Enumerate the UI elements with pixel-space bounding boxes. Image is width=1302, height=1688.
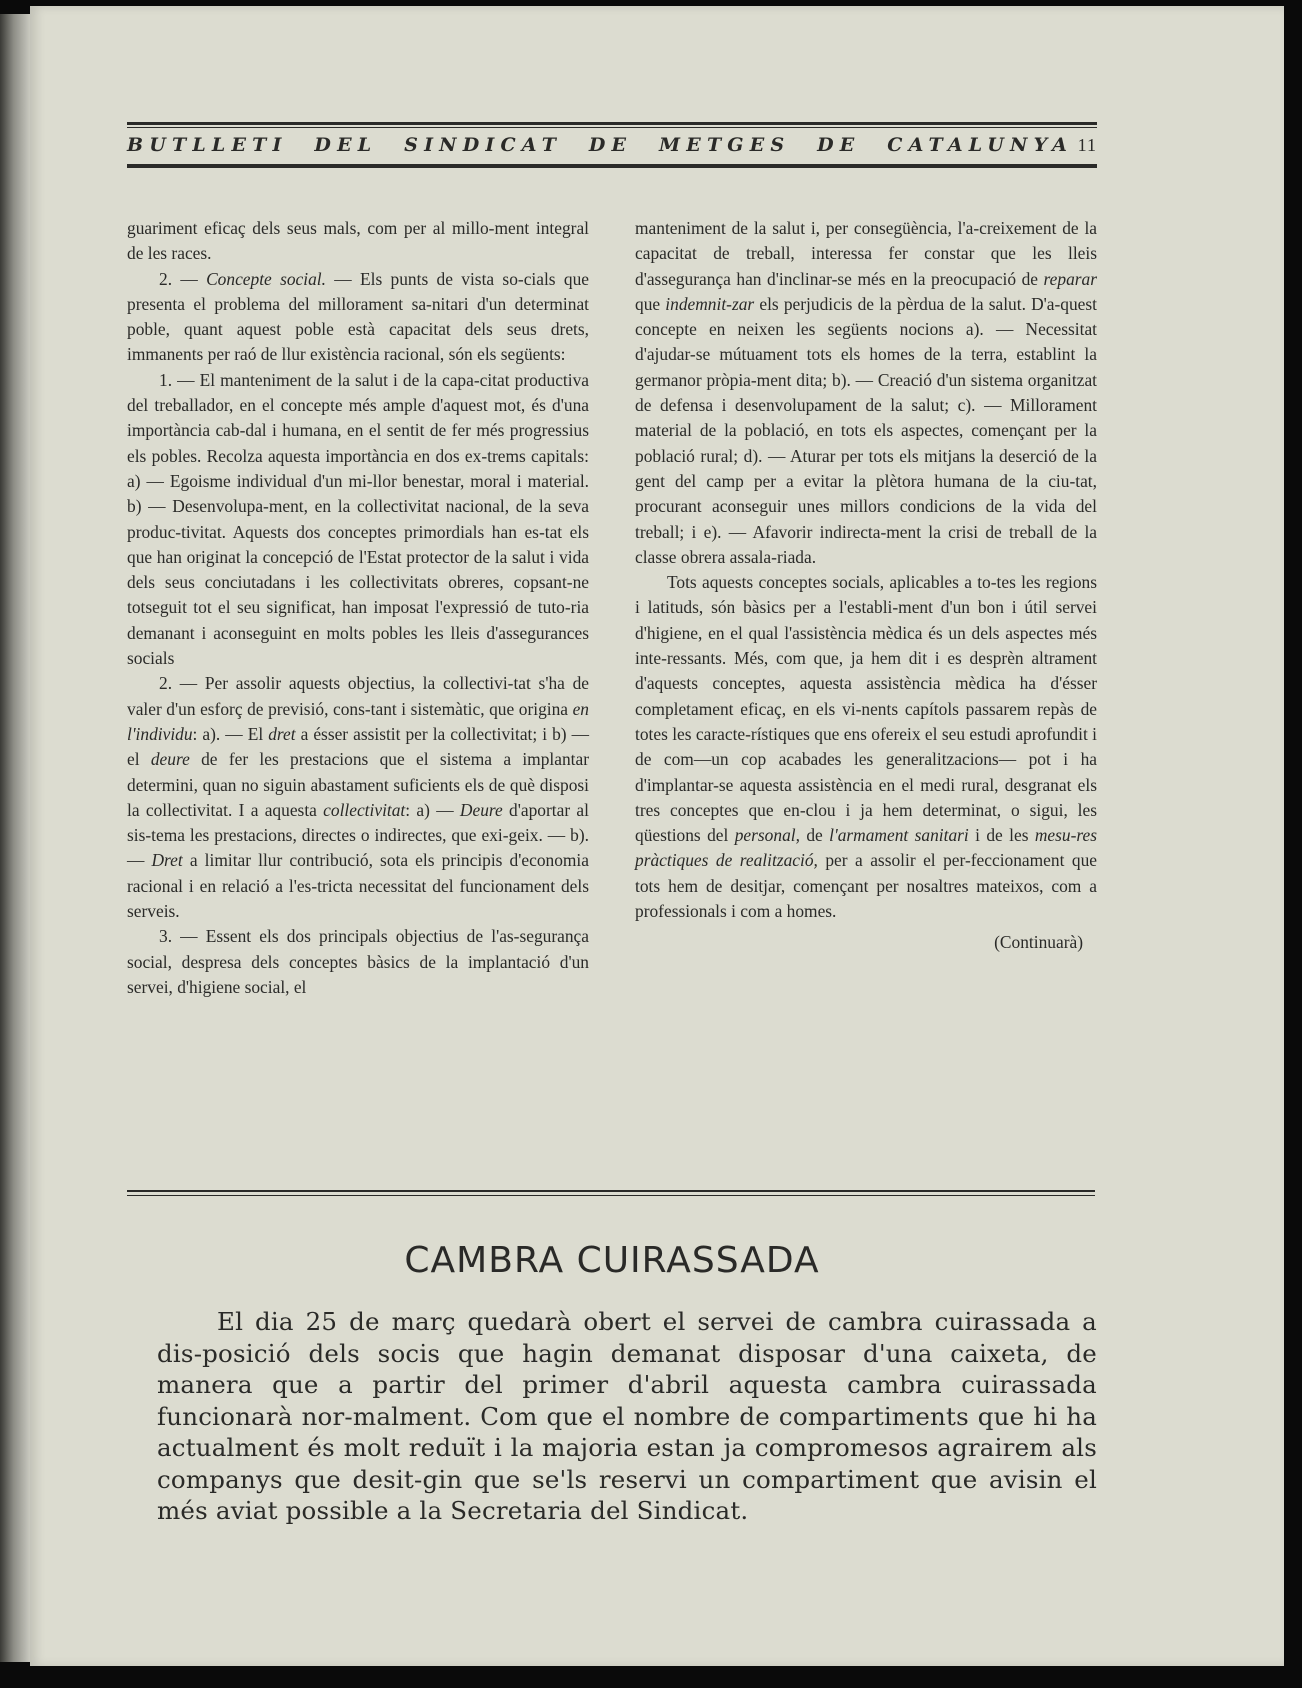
- running-header: [127, 122, 1097, 168]
- italic-term: indemnit-zar: [665, 293, 755, 314]
- header-top-rule: [127, 122, 1097, 125]
- notice-title: CAMBRA CUIRASSADA: [404, 1240, 820, 1281]
- article-paragraph: Tots aquests conceptes socials, aplicables a to-tes les regions i latituds, són bàsics per a l'establi-ment d'un bon i útil servei d'higiene, en el qual l'assistència mèdica és un dels aspectes més inte-ressants. Més, com que, ja hem dit i es desprèn altrament d'aquests conceptes, aquesta assistència mèdica ha d'ésser completament eficaç, en els vi-nents capítols passarem repàs de totes les caracte-rístiques que ens ofereix el seu estudi aprofundit i de com—un cop acabades les generalitzacions— pot i ha d'implantar-se aquesta assistència en el medi rural, desgranat els tres conceptes que en-clou i ja hem determinat, o sigui, les qüestions del personal, de l'armament sanitari i de les mesu-res pràctiques de realització, per a assolir el per-feccionament que tots hem de desitjar, començant per nosaltres mateixos, com a professionals i com a homes.: [635, 572, 1097, 922]
- article-paragraph: guariment eficaç dels seus mals, com per al millo-ment integral de les races.: [127, 218, 589, 264]
- article-columns: [127, 216, 1097, 1000]
- article-paragraph: 2. — Concepte social. — Els punts de vista so-cials que presenta el problema del millorament sa-nitari d'un determinat poble, quant aquest poble està capacitat dels seus drets, immanents per raó de llur existència racional, són els següents:: [127, 268, 589, 365]
- italic-term: en l'individu: [127, 698, 589, 744]
- section-divider: [127, 1190, 1095, 1196]
- notice-body: [157, 1306, 1097, 1527]
- continued-label: (Continuarà): [994, 932, 1083, 953]
- italic-term: mesu-res pràctiques de realització,: [635, 825, 1097, 871]
- italic-term: collectivitat: [323, 799, 406, 820]
- article-paragraph: 2. — Per assolir aquests objectius, la collectivi-tat s'ha de valer d'un esforç de previsió, cons-tant i sistemàtic, que origina en l'individu: a). — El dret a ésser assistit per la collectivitat; i b) — el deure de fer les prestacions que el sistema a implantar determini, quan no siguin abastament suficients els de què disposi la collectivitat. I a aquesta collectivitat: a) — Deure d'aportar al sis-tema les prestacions, directes o indirectes, que exi-geix. — b). — Dret a limitar llur contribució, sota els principis d'economia racional i en relació a l'es-tricta necessitat del funcionament dels serveis.: [127, 673, 589, 922]
- page-number: 11: [1077, 134, 1097, 155]
- italic-term: dret: [268, 723, 296, 744]
- italic-term: Concepte social.: [206, 268, 326, 289]
- article-paragraph: 3. — Essent els dos principals objectius de l'as-segurança social, despresa dels conceptes bàsics de la implantació d'un servei, d'higiene social, el: [127, 926, 589, 997]
- left-column: [127, 216, 589, 1000]
- italic-term: Deure: [459, 799, 503, 820]
- article-paragraph: 1. — El manteniment de la salut i de la capa-citat productiva del treballador, en el concepte més ample d'aquest mot, és d'una importància cab-dal i humana, en el sentit de fer més progressius els pobles. Recolza aquesta importància en dos ex-trems capitals: a) — Egoisme individual d'un mi-llor benestar, moral i material. b) — Desenvolupa-ment, en la collectivitat nacional, de la seva produc-tivitat. Aquests dos conceptes primordials han es-tat els que han originat la concepció de l'Estat protector de la salut i vida dels seus conciutadans i les collectivitats obreres, copsant-ne totseguit tot el seu significat, han imposat l'expressió de tuto-ria demanant i aconseguint en molts pobles les lleis d'assegurances socials: [127, 369, 589, 669]
- right-column: [635, 216, 1097, 1000]
- italic-term: l'armament sanitari: [829, 825, 969, 846]
- journal-title: BUTLLETI DEL SINDICAT DE METGES DE CATALUNYA: [127, 134, 1074, 156]
- italic-term: Dret: [151, 850, 183, 871]
- italic-term: deure: [150, 749, 190, 770]
- article-paragraph: manteniment de la salut i, per consegüència, l'a-creixement de la capacitat de treball, interessa fer constar que les lleis d'assegurança han d'inclinar-se més en la preocupació de reparar que indemnit-zar els perjudicis de la pèrdua de la salut. D'a-quest concepte en neixen les següents nocions a). — Necessitat d'ajudar-se mútuament tots els homes de la terra, establint la germanor pròpia-ment dita; b). — Creació d'un sistema organitzat de defensa i desenvolupament de la salut; c). — Millorament material de la població, en tots els aspectes, començant per la població rural; d). — Aturar per tots els mitjans la deserció de la gent del camp per a evitar la plètora humana de la ciu-tat, procurant aconseguir unes millors condicions de la vida del treball; i e). — Afavorir indirecta-ment la crisi de treball de la classe obrera assala-riada.: [635, 218, 1097, 567]
- italic-term: reparar: [1043, 268, 1097, 289]
- header-bottom-rule: [127, 165, 1097, 168]
- book-spine: [0, 14, 30, 1662]
- italic-term: personal,: [734, 825, 800, 846]
- notice-paragraph: El dia 25 de març quedarà obert el servei de cambra cuirassada a dis-posició dels socis que hagin demanat disposar d'una caixeta, de manera que a partir del primer d'abril aquesta cambra cuirassada funcionarà nor-malment. Com que el nombre de compartiments que hi ha actualment és molt reduït i la majoria estan ja compromesos agrairem als companys que desit-gin que se'ls reservi un compartiment que avisin el més aviat possible a la Secretaria del Sindicat.: [157, 1307, 1097, 1525]
